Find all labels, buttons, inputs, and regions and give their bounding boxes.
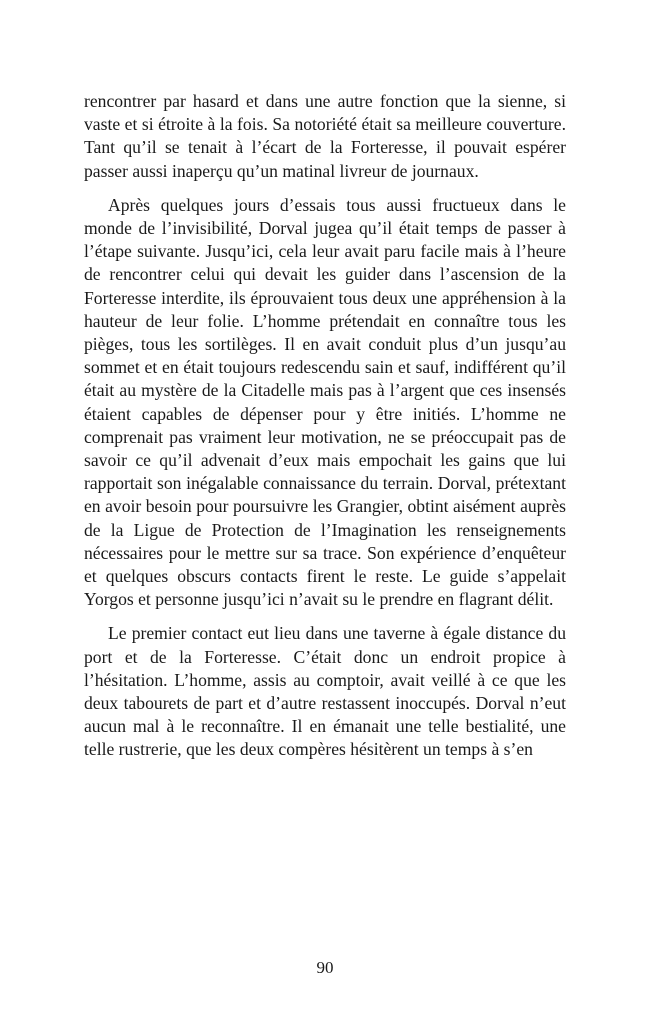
paragraph-2: Après quelques jours d’essais tous aussi fructueux dans le monde de l’invisibilité, Dorval jugea qu’il était temps de passer à l’étape suivante. Jusqu’ici, cela leur avait paru facile mais à l’heure de rencontrer celui qui devait les guider dans l’ascension de la Forteresse interdite, ils éprouvaient tous deux une appréhension à la hauteur de leur folie. L’homme prétendait en connaître tous les pièges, tous les sortilèges. Il en avait conduit plus d’un jusqu’au sommet et en était toujours redescendu sain et sauf, indifférent qu’il était au mystère de la Citadelle mais pas à l’argent que ces insensés étaient capables de dépenser pour y être initiés. L’homme ne comprenait pas vraiment leur motivation, ne se préoccupait pas de savoir ce qu’il advenait d’eux mais empochait les gains que lui rapportait son inégalable connaissance du terrain. Dorval, prétextant en avoir besoin pour poursuivre les Grangier, obtint aisément auprès de la Ligue de Protection de l’Imagination les renseignements nécessaires pour le mettre sur sa trace. Son expérience d’enquêteur et quelques obscurs contacts firent le reste. Le guide s’appelait Yorgos et personne jusqu’ici n’avait su le prendre en flagrant délit.	[84, 194, 566, 610]
page-body	[84, 90, 566, 762]
paragraph-1: rencontrer par hasard et dans une autre fonction que la sienne, si vaste et si étroite à la fois. Sa notoriété était sa meilleure couverture. Tant qu’il se tenait à l’écart de la Forteresse, il pouvait espérer passer aussi inaperçu qu’un matinal livreur de journaux.	[84, 91, 566, 181]
page-number: 90	[316, 958, 334, 977]
paragraph-3: Le premier contact eut lieu dans une taverne à égale distance du port et de la Forteresse. C’était donc un endroit propice à l’hésitation. L’homme, assis au comptoir, avait veillé à ce que les deux tabourets de part et d’autre restassent inoccupés. Dorval n’eut aucun mal à le reconnaître. Il en émanait une telle bestialité, une telle rustrerie, que les deux compères hésitèrent un temps à s’en	[84, 623, 566, 760]
